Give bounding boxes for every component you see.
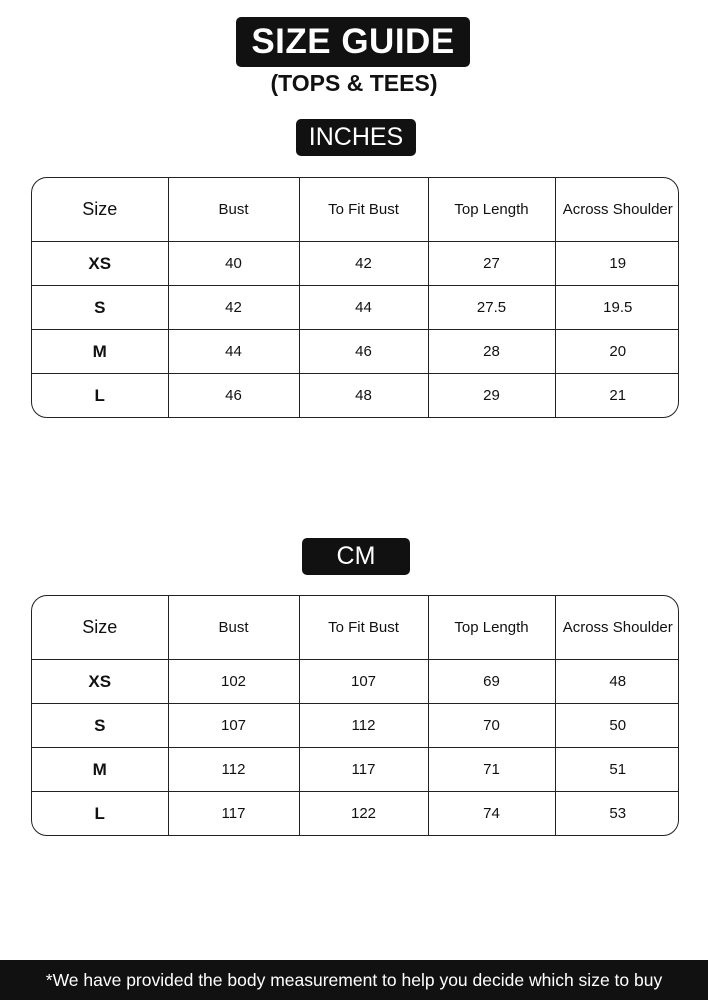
to-fit-bust-cell: 44: [299, 286, 428, 330]
page-subtitle: (TOPS & TEES): [270, 70, 438, 96]
size-cell: L: [32, 792, 168, 835]
size-cell: XS: [32, 660, 168, 704]
table-row: [32, 748, 679, 792]
inches-size-table: [31, 177, 679, 418]
across-shoulder-cell: 48: [555, 660, 679, 704]
top-length-cell: 27: [428, 242, 555, 286]
top-length-cell: 71: [428, 748, 555, 792]
table-row: [32, 374, 679, 417]
header-top-length: Top Length: [428, 596, 555, 660]
across-shoulder-cell: 50: [555, 704, 679, 748]
inches-section-label: INCHES: [296, 119, 416, 156]
size-cell: M: [32, 748, 168, 792]
header-across-shoulder: Across Shoulder: [555, 596, 679, 660]
header-to-fit-bust: To Fit Bust: [299, 596, 428, 660]
to-fit-bust-cell: 122: [299, 792, 428, 835]
across-shoulder-cell: 53: [555, 792, 679, 835]
size-cell: L: [32, 374, 168, 417]
top-length-cell: 27.5: [428, 286, 555, 330]
table-row: [32, 704, 679, 748]
size-cell: S: [32, 286, 168, 330]
to-fit-bust-cell: 46: [299, 330, 428, 374]
header-top-length: Top Length: [428, 178, 555, 242]
bust-cell: 107: [168, 704, 299, 748]
size-cell: XS: [32, 242, 168, 286]
header-size: Size: [32, 178, 168, 242]
top-length-cell: 70: [428, 704, 555, 748]
to-fit-bust-cell: 42: [299, 242, 428, 286]
footer-note: *We have provided the body measurement to help you decide which size to buy: [0, 960, 708, 1000]
table-row: [32, 286, 679, 330]
top-length-cell: 69: [428, 660, 555, 704]
header-bust: Bust: [168, 596, 299, 660]
across-shoulder-cell: 20: [555, 330, 679, 374]
table-header-row: [32, 178, 679, 242]
bust-cell: 46: [168, 374, 299, 417]
bust-cell: 44: [168, 330, 299, 374]
bust-cell: 40: [168, 242, 299, 286]
bust-cell: 112: [168, 748, 299, 792]
table-row: [32, 792, 679, 835]
table-row: [32, 330, 679, 374]
bust-cell: 117: [168, 792, 299, 835]
header-across-shoulder: Across Shoulder: [555, 178, 679, 242]
across-shoulder-cell: 19.5: [555, 286, 679, 330]
top-length-cell: 74: [428, 792, 555, 835]
header-bust: Bust: [168, 178, 299, 242]
cm-size-table: [31, 595, 679, 836]
bust-cell: 42: [168, 286, 299, 330]
table-header-row: [32, 596, 679, 660]
to-fit-bust-cell: 107: [299, 660, 428, 704]
top-length-cell: 28: [428, 330, 555, 374]
header-size: Size: [32, 596, 168, 660]
size-cell: S: [32, 704, 168, 748]
to-fit-bust-cell: 48: [299, 374, 428, 417]
size-cell: M: [32, 330, 168, 374]
to-fit-bust-cell: 117: [299, 748, 428, 792]
page-title: SIZE GUIDE: [236, 17, 470, 67]
across-shoulder-cell: 19: [555, 242, 679, 286]
table-row: [32, 242, 679, 286]
across-shoulder-cell: 21: [555, 374, 679, 417]
header-to-fit-bust: To Fit Bust: [299, 178, 428, 242]
across-shoulder-cell: 51: [555, 748, 679, 792]
to-fit-bust-cell: 112: [299, 704, 428, 748]
cm-section-label: CM: [302, 538, 410, 575]
top-length-cell: 29: [428, 374, 555, 417]
table-row: [32, 660, 679, 704]
bust-cell: 102: [168, 660, 299, 704]
